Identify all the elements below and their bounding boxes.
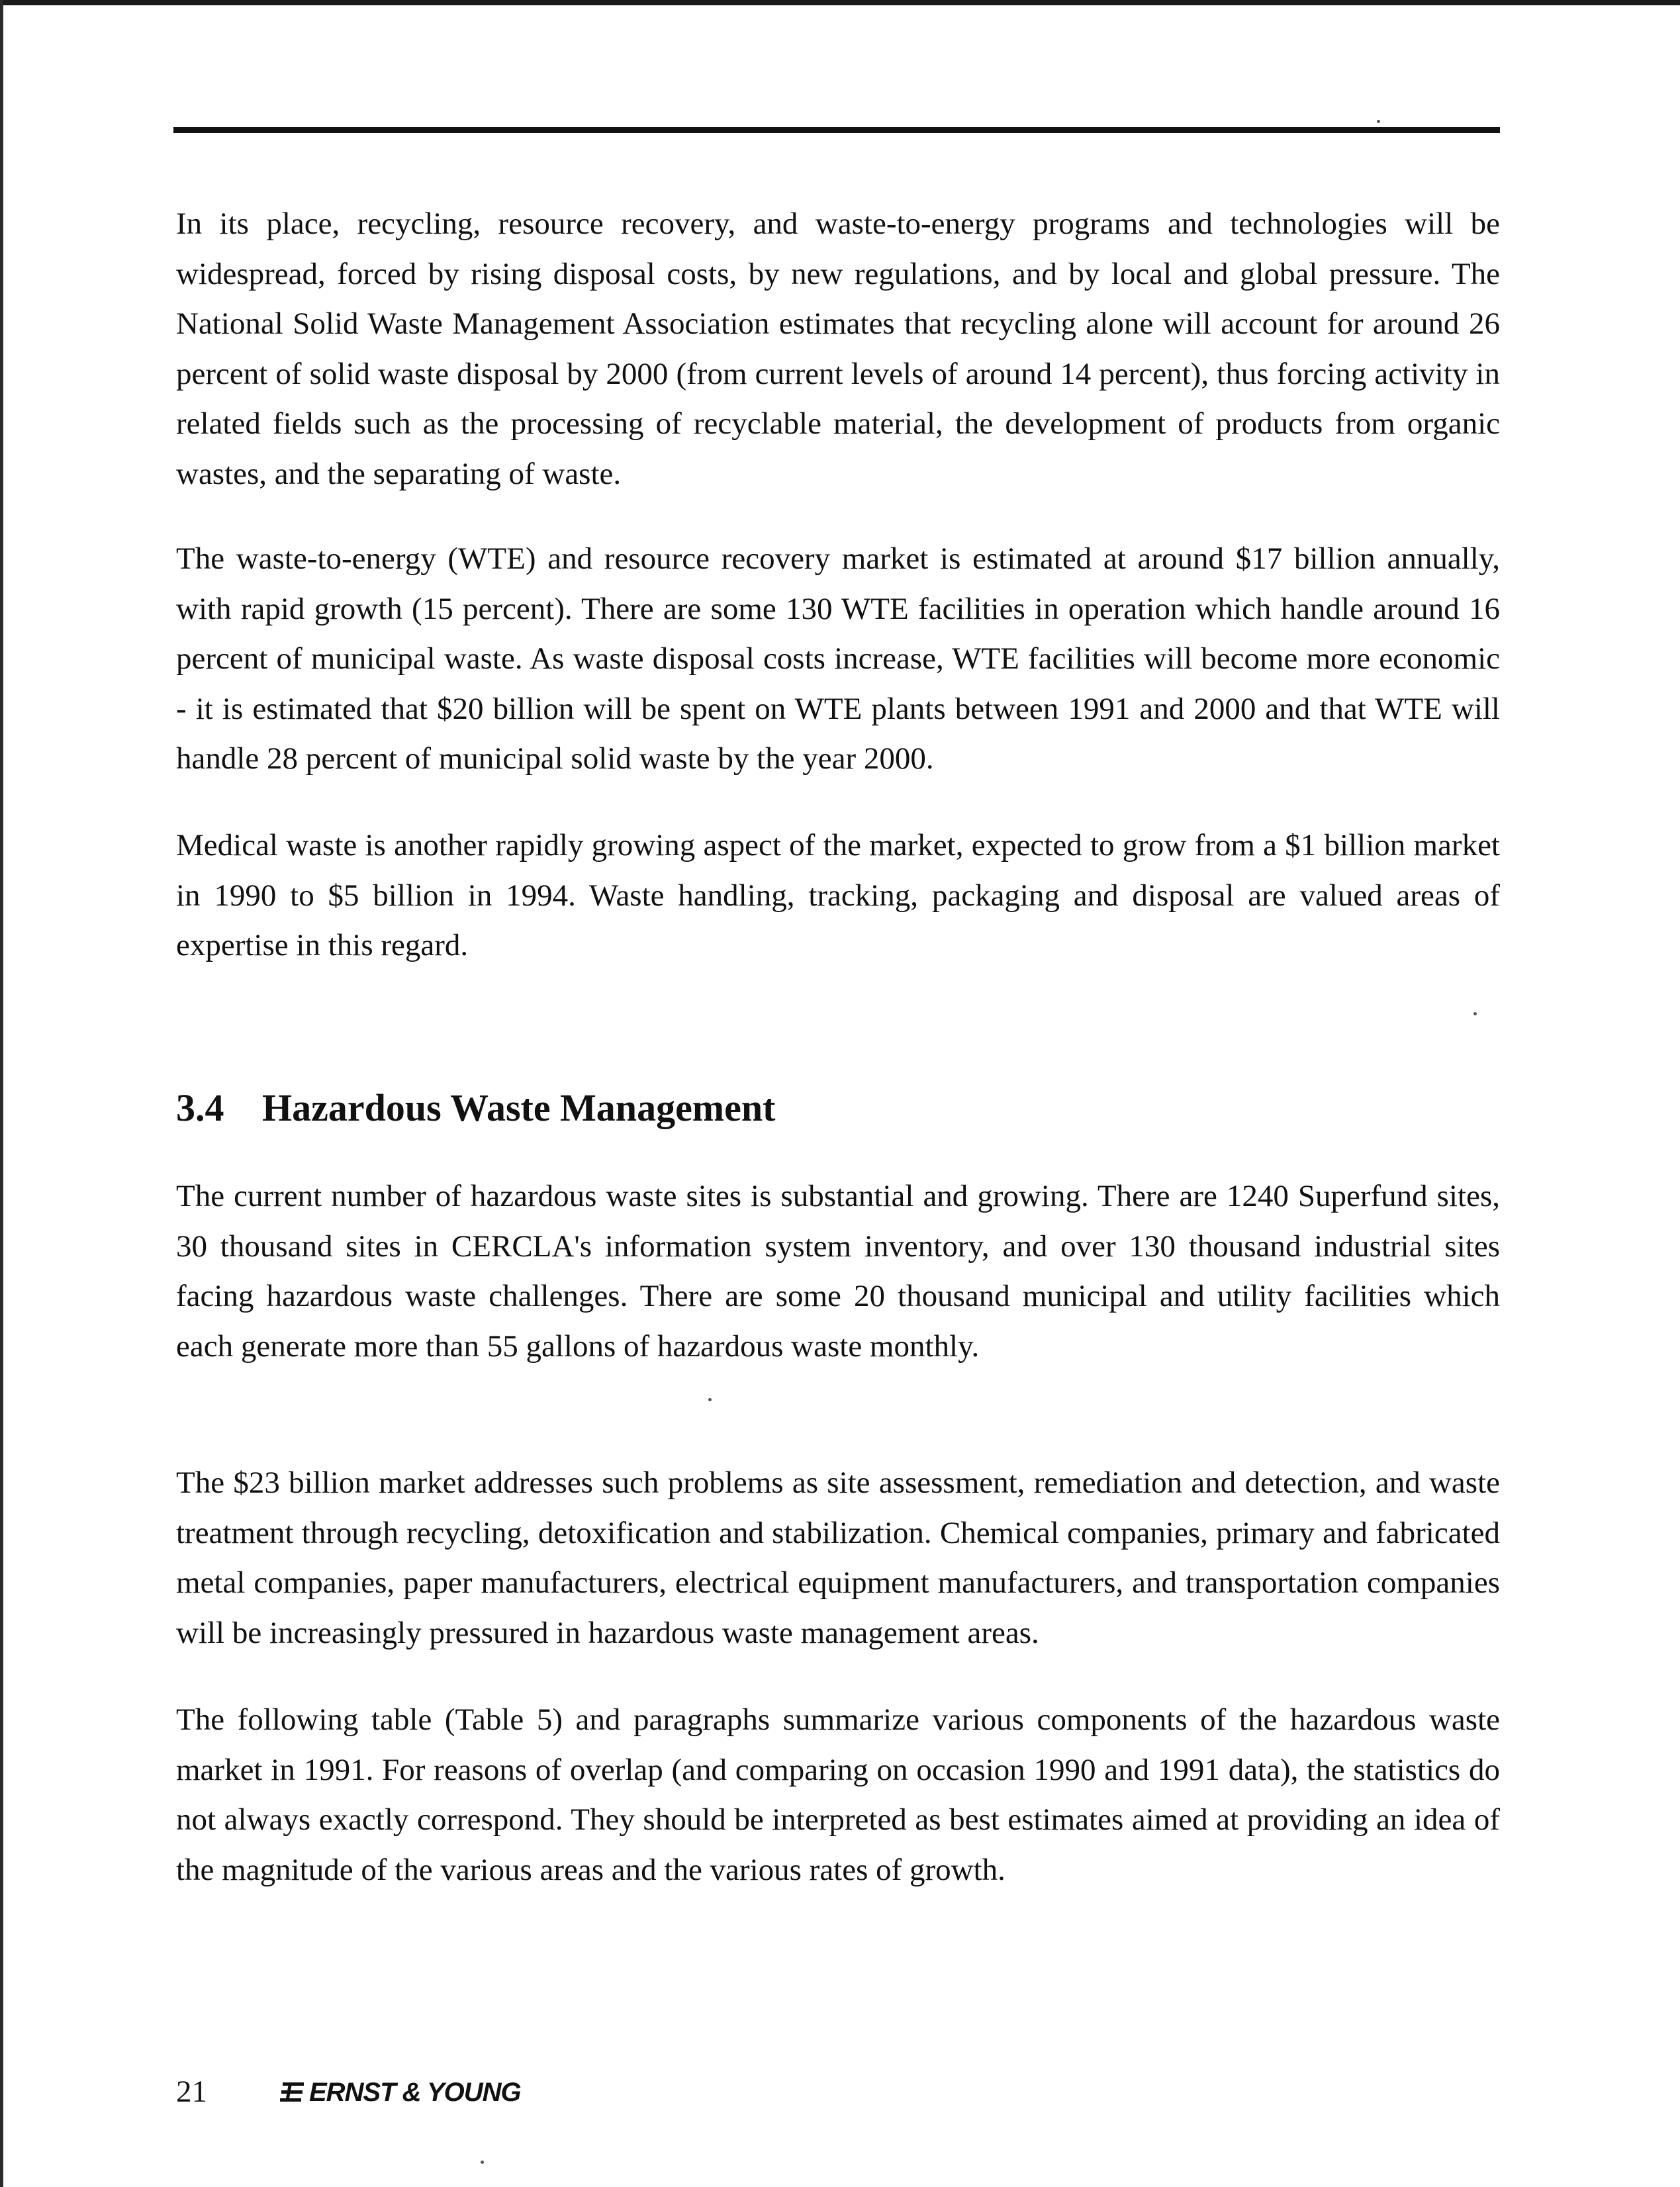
page-number: 21 bbox=[176, 2074, 207, 2109]
paragraph-medical-waste: Medical waste is another rapidly growing aspect of the market, expected to grow from a $1 billion market in 1990 to $5 billion in 1994. Waste handling, tracking, packaging and disposal are valued areas of expertise in this regard. bbox=[176, 828, 1500, 962]
paragraph-hazardous-market: The $23 billion market addresses such problems as site assessment, remediation and detection, and waste treatment through recycling, detoxification and stabilization. Chemical companies, primary and fabricated metal companies, paper manufacturers, electrical equipment manufacturers, and transportation companies will be increasingly pressured in hazardous waste management areas. bbox=[176, 1466, 1500, 1650]
scan-top-edge bbox=[0, 0, 1680, 5]
scan-speck bbox=[1473, 1012, 1477, 1015]
header-rule bbox=[173, 127, 1500, 133]
scan-speck bbox=[1377, 120, 1380, 123]
paragraph-recycling: In its place, recycling, resource recovery, and waste-to-energy programs and technologies will be widespread, forced by rising disposal costs, by new regulations, and by local and global pressure. The National Solid Waste Management Association estimates that recycling alone will account for around 26 percent of solid waste disposal by 2000 (from current levels of around 14 percent), thus forcing activity in related fields such as the processing of recyclable material, the development of products from organic wastes, and the separating of waste. bbox=[176, 207, 1500, 491]
logo-text: ERNST & YOUNG bbox=[309, 2078, 521, 2107]
ernst-young-logo bbox=[280, 2072, 521, 2112]
ernst-young-logo-icon bbox=[280, 2080, 306, 2105]
section-title: Hazardous Waste Management bbox=[262, 1086, 776, 1129]
scan-left-edge bbox=[0, 0, 3, 2187]
scan-speck bbox=[708, 1398, 712, 1401]
paragraph-waste-to-energy: The waste-to-energy (WTE) and resource recovery market is estimated at around $17 billion annually, with rapid growth (15 percent). There are some 130 WTE facilities in operation which handle around 16 percent of municipal waste. As waste disposal costs increase, WTE facilities will become more economic - it is estimated that $20 billion will be spent on WTE plants between 1991 and 2000 and that WTE will handle 28 percent of municipal solid waste by the year 2000. bbox=[176, 541, 1500, 776]
paragraph-table-intro: The following table (Table 5) and paragraphs summarize various components of the hazardous waste market in 1991. For reasons of overlap (and comparing on occasion 1990 and 1991 data), the statistics do not always exactly correspond. They should be interpreted as best estimates aimed at providing an idea of the magnitude of the various areas and the various rates of growth. bbox=[176, 1702, 1500, 1887]
scan-speck bbox=[481, 2161, 484, 2164]
paragraph-hazardous-sites: The current number of hazardous waste sites is substantial and growing. There are 1240 Superfund sites, 30 thousand sites in CERCLA's information system inventory, and over 130 thousand industrial sites facing hazardous waste challenges. There are some 20 thousand municipal and utility facilities which each generate more than 55 gallons of hazardous waste monthly. bbox=[176, 1179, 1500, 1364]
section-heading bbox=[176, 1082, 775, 1135]
section-number: 3.4 bbox=[176, 1086, 224, 1129]
